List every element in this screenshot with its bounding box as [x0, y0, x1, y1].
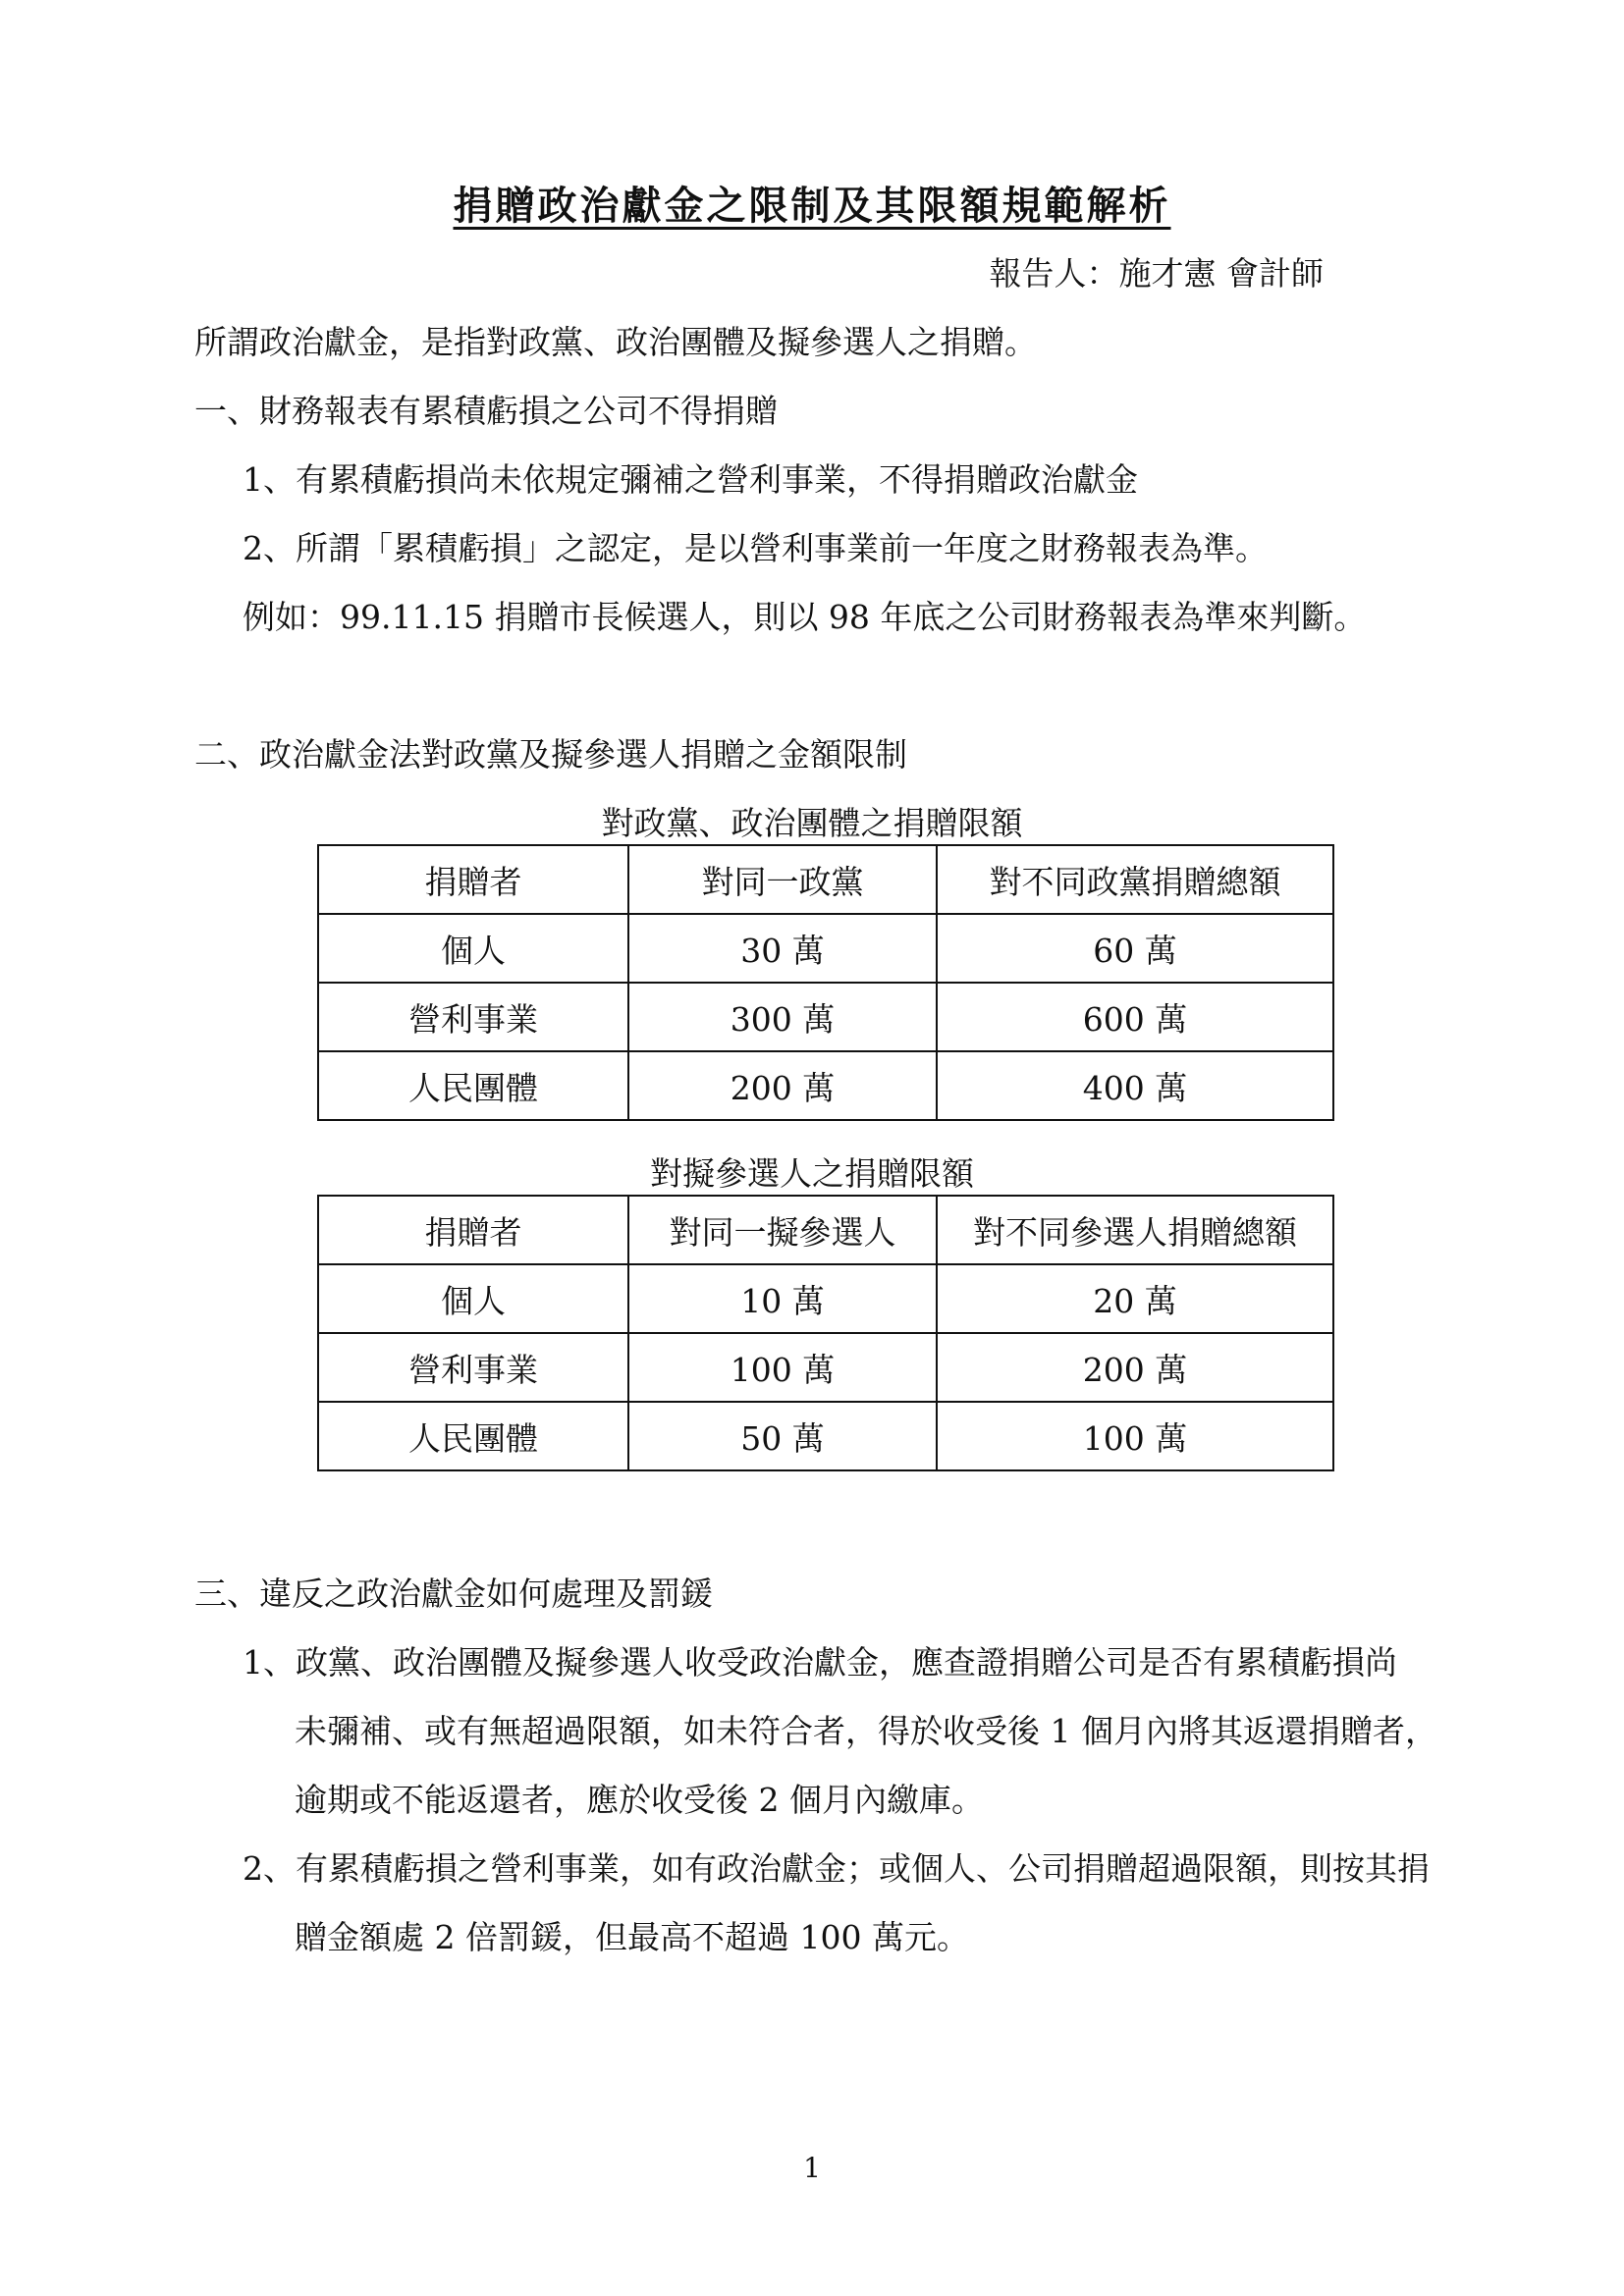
table-row	[318, 1264, 1333, 1333]
intro-paragraph: 所謂政治獻金，是指對政黨、政治團體及擬參選人之捐贈。	[194, 323, 1037, 361]
table-cell: 300 萬	[628, 983, 937, 1051]
table-cell: 個人	[318, 914, 628, 983]
table-cell: 人民團體	[318, 1051, 628, 1120]
table1-caption: 對政黨、政治團體之捐贈限額	[601, 804, 1023, 842]
table-row	[318, 1051, 1333, 1120]
table-cell: 營利事業	[318, 1333, 628, 1402]
section1-example: 例如：99.11.15 捐贈市長候選人，則以 98 年底之公司財務報表為準來判斷。	[243, 598, 1367, 636]
table-header-cell: 對不同參選人捐贈總額	[937, 1196, 1333, 1264]
table-cell: 100 萬	[937, 1402, 1333, 1470]
table-row	[318, 1333, 1333, 1402]
table-cell: 600 萬	[937, 983, 1333, 1051]
section1-heading: 一、財務報表有累積虧損之公司不得捐贈	[194, 392, 778, 430]
table-cell: 200 萬	[628, 1051, 937, 1120]
table-header-cell: 對同一擬參選人	[628, 1196, 937, 1264]
section3-heading: 三、違反之政治獻金如何處理及罰鍰	[194, 1575, 713, 1613]
section3-item1-line2: 未彌補、或有無超過限額，如未符合者，得於收受後 1 個月內將其返還捐贈者，	[295, 1712, 1437, 1750]
table-header-row	[318, 1196, 1333, 1264]
table-cell: 10 萬	[628, 1264, 937, 1333]
section1-item1: 1、有累積虧損尚未依規定彌補之營利事業，不得捐贈政治獻金	[243, 460, 1138, 499]
table-cell: 30 萬	[628, 914, 937, 983]
table-header-cell: 對同一政黨	[628, 845, 937, 914]
page-number: 1	[803, 2152, 821, 2184]
party-donation-limits-table	[317, 844, 1334, 1121]
table-cell: 400 萬	[937, 1051, 1333, 1120]
table-header-cell: 對不同政黨捐贈總額	[937, 845, 1333, 914]
reporter-line: 報告人：施才憲 會計師	[989, 254, 1324, 293]
section3-item2-line2: 贈金額處 2 倍罰鍰，但最高不超過 100 萬元。	[295, 1918, 969, 1956]
table-header-cell: 捐贈者	[318, 1196, 628, 1264]
table2-caption: 對擬參選人之捐贈限額	[650, 1154, 974, 1193]
section3-item1-line3: 逾期或不能返還者，應於收受後 2 個月內繳庫。	[295, 1781, 984, 1819]
section3-item1-line1: 1、政黨、政治團體及擬參選人收受政治獻金，應查證捐贈公司是否有累積虧損尚	[243, 1643, 1397, 1682]
table-cell: 個人	[318, 1264, 628, 1333]
table-header-row	[318, 845, 1333, 914]
table-row	[318, 914, 1333, 983]
candidate-donation-limits-table	[317, 1195, 1334, 1471]
document-title: 捐贈政治獻金之限制及其限額規範解析	[453, 183, 1171, 229]
table-row	[318, 1402, 1333, 1470]
table-row	[318, 983, 1333, 1051]
table-header-cell: 捐贈者	[318, 845, 628, 914]
table-cell: 200 萬	[937, 1333, 1333, 1402]
section1-item2: 2、所謂「累積虧損」之認定，是以營利事業前一年度之財務報表為準。	[243, 529, 1268, 567]
section3-item2-line1: 2、有累積虧損之營利事業，如有政治獻金；或個人、公司捐贈超過限額，則按其捐	[243, 1849, 1430, 1888]
table-cell: 100 萬	[628, 1333, 937, 1402]
table-cell: 人民團體	[318, 1402, 628, 1470]
table-cell: 60 萬	[937, 914, 1333, 983]
section2-heading: 二、政治獻金法對政黨及擬參選人捐贈之金額限制	[194, 735, 907, 774]
table-cell: 營利事業	[318, 983, 628, 1051]
table-cell: 20 萬	[937, 1264, 1333, 1333]
table-cell: 50 萬	[628, 1402, 937, 1470]
